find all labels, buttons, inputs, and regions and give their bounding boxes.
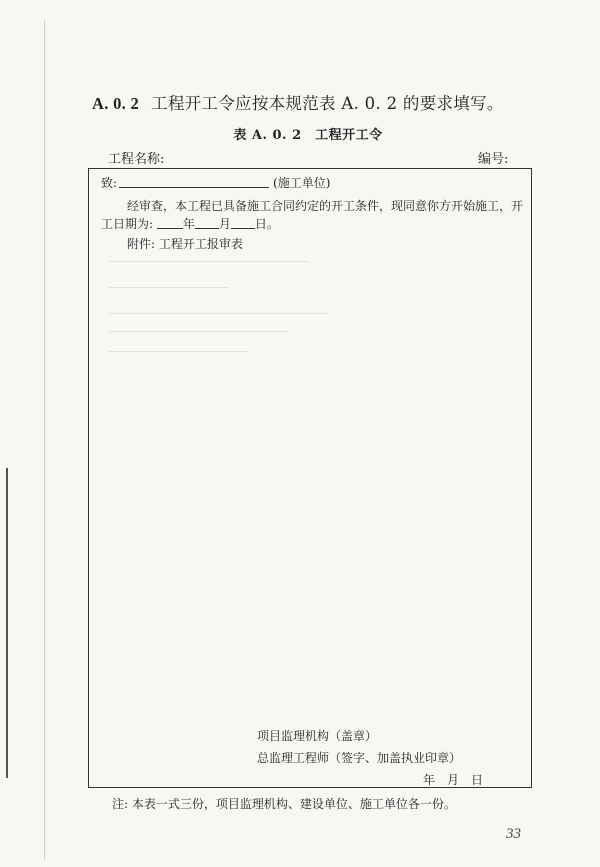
recipient-blank: [119, 175, 269, 188]
page-number: 33: [506, 826, 521, 842]
show-through-line: [109, 261, 309, 262]
recipient-line: [101, 174, 330, 191]
recipient-suffix: (施工单位): [273, 176, 331, 190]
month-blank: [195, 216, 219, 229]
year-blank: [157, 216, 183, 229]
section-heading: [92, 90, 504, 114]
chief-engineer-signature: 总监理工程师（签字、加盖执业印章）: [257, 751, 462, 765]
day-blank: [231, 216, 255, 229]
binding-edge-mark: [6, 468, 8, 778]
show-through-line: [109, 351, 249, 352]
page-gutter-line: [44, 20, 45, 860]
year-label: 年: [182, 217, 195, 231]
table-title: 表 A. 0. 2 工程开工令: [233, 128, 383, 143]
serial-number-row: [478, 148, 508, 167]
serial-number-label: 编号:: [478, 152, 509, 167]
supervision-org-seal: 项目监理机构（盖章）: [257, 729, 378, 743]
project-name-label: 工程名称:: [108, 152, 165, 167]
show-through-line: [109, 313, 329, 314]
day-label: 日。: [254, 217, 279, 231]
recipient-prefix: 致:: [101, 176, 118, 190]
section-number: A. 0. 2: [92, 94, 140, 113]
approval-text-line1: 经审查，本工程已具备施工合同约定的开工条件，现同意你方开始施工，开: [127, 199, 524, 213]
section-text: 工程开工令应按本规范表 A. 0. 2 的要求填写。: [151, 94, 504, 113]
attachment-line: 附件: 工程开工报审表: [127, 237, 243, 251]
signature-date: 年 月 日: [423, 773, 484, 787]
start-date-line: [101, 215, 279, 232]
show-through-line: [109, 331, 289, 332]
show-through-line: [109, 287, 229, 288]
start-date-prefix: 工日期为:: [101, 217, 154, 231]
project-name-row: [108, 148, 164, 167]
work-start-order-form: [88, 168, 532, 788]
month-label: 月: [218, 217, 231, 231]
form-note: 注: 本表一式三份，项目监理机构、建设单位、施工单位各一份。: [112, 797, 456, 811]
